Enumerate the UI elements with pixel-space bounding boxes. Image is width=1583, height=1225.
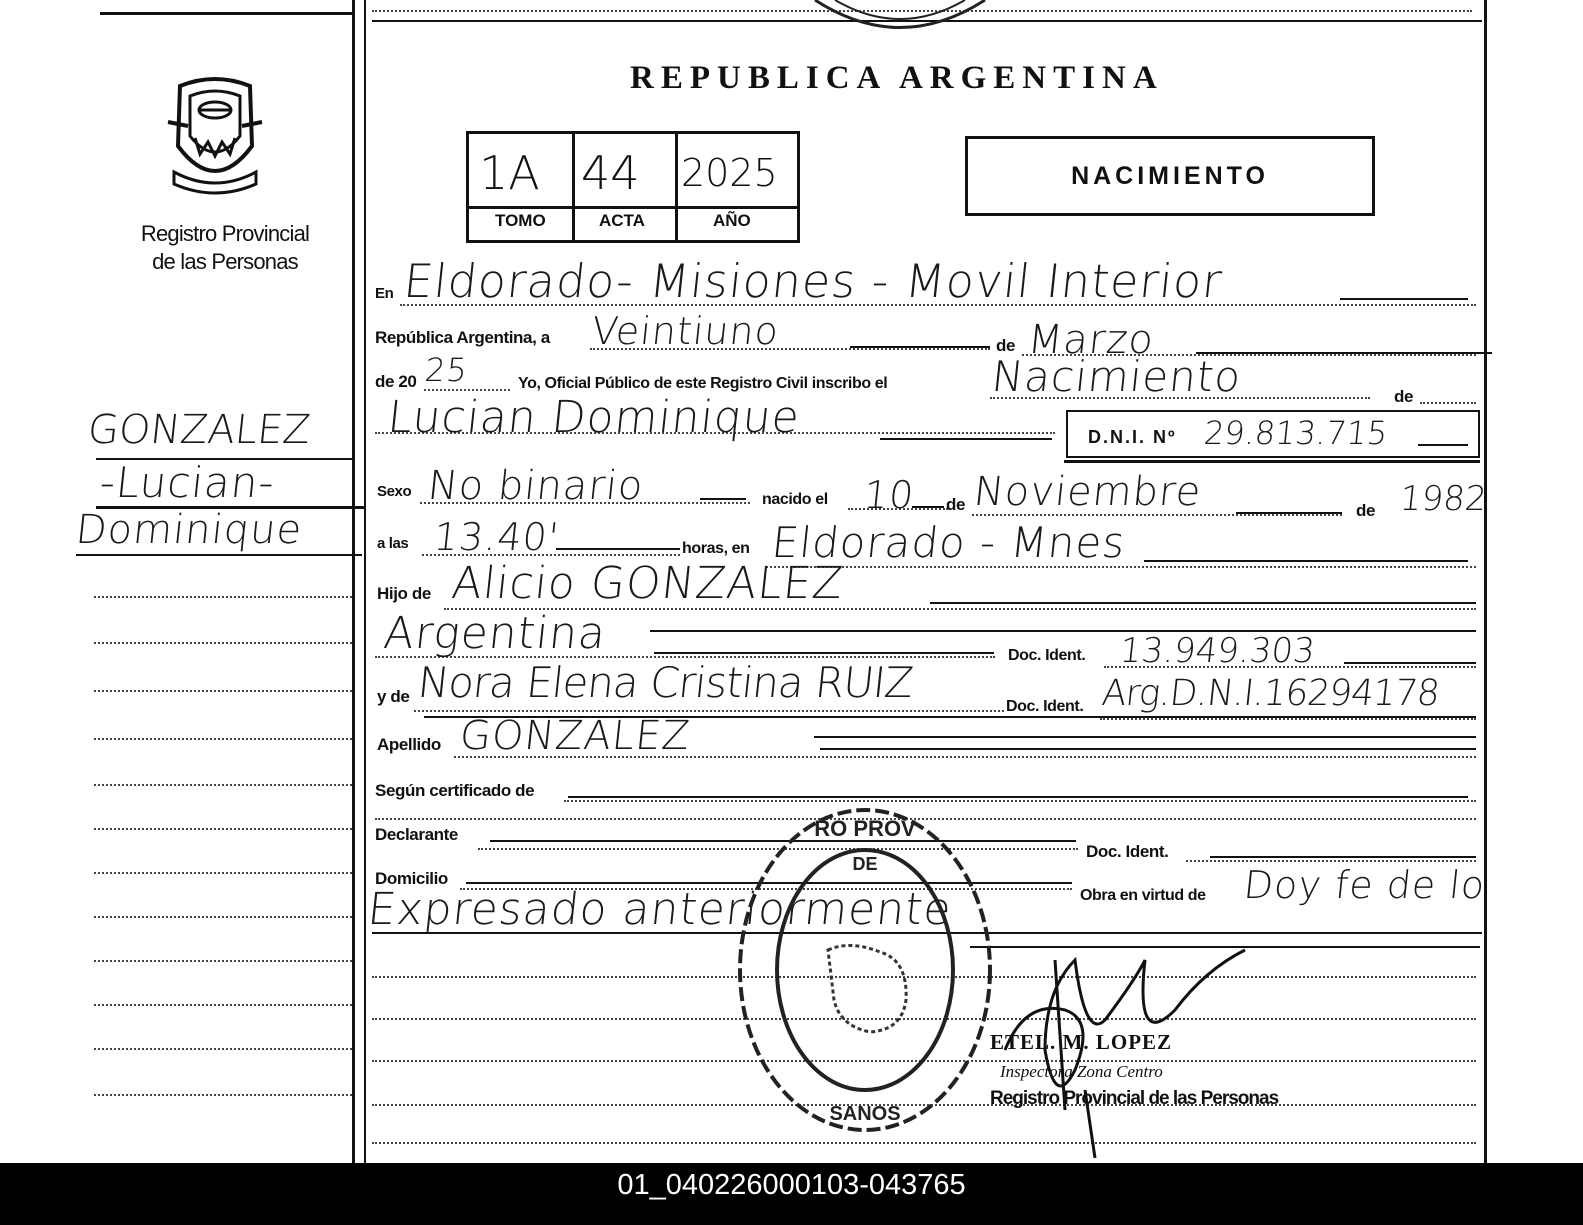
father-doc-label: Doc. Ident. [1008,647,1086,664]
dni-box [1066,410,1480,458]
signature-role: Inspectora Zona Centro [1000,1062,1163,1081]
apellido-line-fill [820,748,1476,750]
year-value: 25 [423,351,470,389]
hour-line-fill [556,548,680,550]
sidebar-line-4 [94,738,352,740]
person-name-value: Lucian Dominique [385,392,803,443]
birth-day-value: 10 [861,473,917,517]
birth-month-value: Noviembre [971,469,1204,515]
alas-label: a las [377,535,409,552]
tomo-label: TOMO [495,211,546,230]
apellido-value: GONZALEZ [457,713,693,759]
mother-doc-line [1100,718,1476,720]
horas-label: horas, en [682,540,750,557]
sidebar-line-6 [94,828,352,830]
misiones-coat-of-arms-icon [160,76,270,200]
registry-table-divider-h [469,206,797,209]
mother-doc-value: Arg.D.N.I.16294178 [1099,673,1441,714]
sidebar-line-5 [94,784,352,786]
registry-office-name [100,220,350,276]
left-column-divider-inner [364,0,366,1163]
registry-table-divider-1 [572,134,575,240]
svg-text:RO PROV: RO PROV [814,816,916,841]
segun-line-fill [568,796,1468,798]
year-prefix-label: de 20 [375,372,417,391]
sidebar-middle-name: Dominique [73,507,305,553]
day-value: Veintiuno [589,309,782,353]
signature-office: Registro Provincial de las Personas [990,1088,1279,1109]
registry-office-line2: de las Personas [152,249,298,274]
birth-year-value: 1982 [1397,479,1489,519]
obra-value: Doy fe de lo [1241,863,1488,907]
father-doc-value: 13.949.303 [1117,631,1317,671]
de-label-3: de [946,495,966,514]
day-line-fill [850,346,990,348]
acta-value: 44 [581,146,640,200]
hour-value: 13.40' [431,515,562,559]
apellido-label: Apellido [377,735,441,754]
anio-value: 2025 [681,151,778,195]
dni-underline [1064,460,1480,463]
de-label-2: de [1394,387,1414,406]
sidebar-line-10 [94,1004,352,1006]
nacido-label: nacido el [762,491,828,508]
yo-label: Yo, Oficial Público de este Registro Civil inscribo el [518,375,888,392]
sidebar-first-name: -Lucian- [97,458,278,507]
anio-label: AÑO [713,211,751,230]
dni-value: 29.813.715 [1202,414,1390,452]
sidebar-line-8 [94,916,352,918]
en-line-fill [1340,298,1468,300]
inscribo-end-line [1420,402,1476,404]
sidebar-line-3 [94,690,352,692]
registry-office-line1: Registro Provincial [140,221,310,246]
document-title: REPUBLICA ARGENTINA [630,60,1164,96]
sexo-value: No binario [425,463,646,509]
acta-label: ACTA [599,211,645,230]
dni-box-fill [1418,444,1468,446]
person-name-line-fill [880,438,1052,440]
republica-label: República Argentina, a [375,328,550,347]
document-id-footer: 01_040226000103-043765 [0,1163,1583,1225]
dni-label: D.N.I. Nº [1088,427,1177,447]
empty-line-5 [372,1142,1476,1144]
row-separator-3 [814,736,1476,738]
domicilio-label: Domicilio [375,869,448,888]
declarante-doc-line [1186,860,1476,862]
tomo-value: 1A [479,146,540,200]
top-seal-fragment-icon [800,0,1000,40]
declarante-label: Declarante [375,825,458,844]
sidebar-rule-3 [76,554,362,556]
father-line-fill [930,602,1476,604]
official-round-stamp-icon [730,800,1000,1140]
father-name-value: Alicio GONZALEZ [449,558,846,609]
sidebar-line-12 [94,1094,352,1096]
obra-label: Obra en virtud de [1080,887,1206,904]
registry-table-divider-2 [675,134,678,240]
mother-line [414,710,1004,712]
segun-line [564,800,1476,802]
de-label-4: de [1356,501,1376,520]
father-nationality-value: Argentina [381,608,609,659]
birth-month-line-fill [1236,512,1342,514]
document-type-label: NACIMIENTO [1071,162,1269,190]
en-value: Eldorado- Misiones - Movil Interior [401,254,1226,308]
mother-doc-label: Doc. Ident. [1006,698,1084,715]
month-value: Marzo [1025,317,1157,363]
row-separator-1 [650,630,1476,632]
birth-place-value: Eldorado - Mnes [769,518,1128,567]
top-left-rule [100,12,352,15]
yde-label: y de [377,687,410,706]
sidebar-line-7 [94,872,352,874]
segun-label: Según certificado de [375,781,535,800]
sexo-line-fill [700,498,746,500]
birth-day-line-fill [912,506,944,508]
declarante-doc-label: Doc. Ident. [1086,842,1169,861]
sidebar-line-1 [94,596,352,598]
mother-name-value: Nora Elena Cristina RUIZ [415,658,915,707]
document-type-box [965,136,1375,216]
declarante-doc-line-fill [1210,856,1476,858]
de-label-1: de [996,336,1016,355]
right-border [1484,0,1487,1163]
sidebar-line-11 [94,1048,352,1050]
expresado-value: Expresado anteriormente [365,884,955,935]
hijo-label: Hijo de [377,584,431,603]
sidebar-surname: GONZALEZ [85,407,313,453]
sexo-label: Sexo [377,483,412,500]
svg-text:DE: DE [852,854,878,874]
left-column-divider [352,0,355,1163]
father-doc-line-fill [1344,662,1476,664]
svg-text:SANOS: SANOS [829,1103,901,1125]
en-label: En [375,285,394,302]
father-nationality-line-fill [654,652,994,654]
birth-place-line-fill [1144,560,1468,562]
inscribo-value: Nacimiento [989,352,1244,401]
sidebar-line-9 [94,960,352,962]
year-line [424,389,510,391]
signature-name: ETEL. M. LOPEZ [990,1030,1173,1054]
registry-table [466,131,800,243]
sidebar-line-2 [94,642,352,644]
